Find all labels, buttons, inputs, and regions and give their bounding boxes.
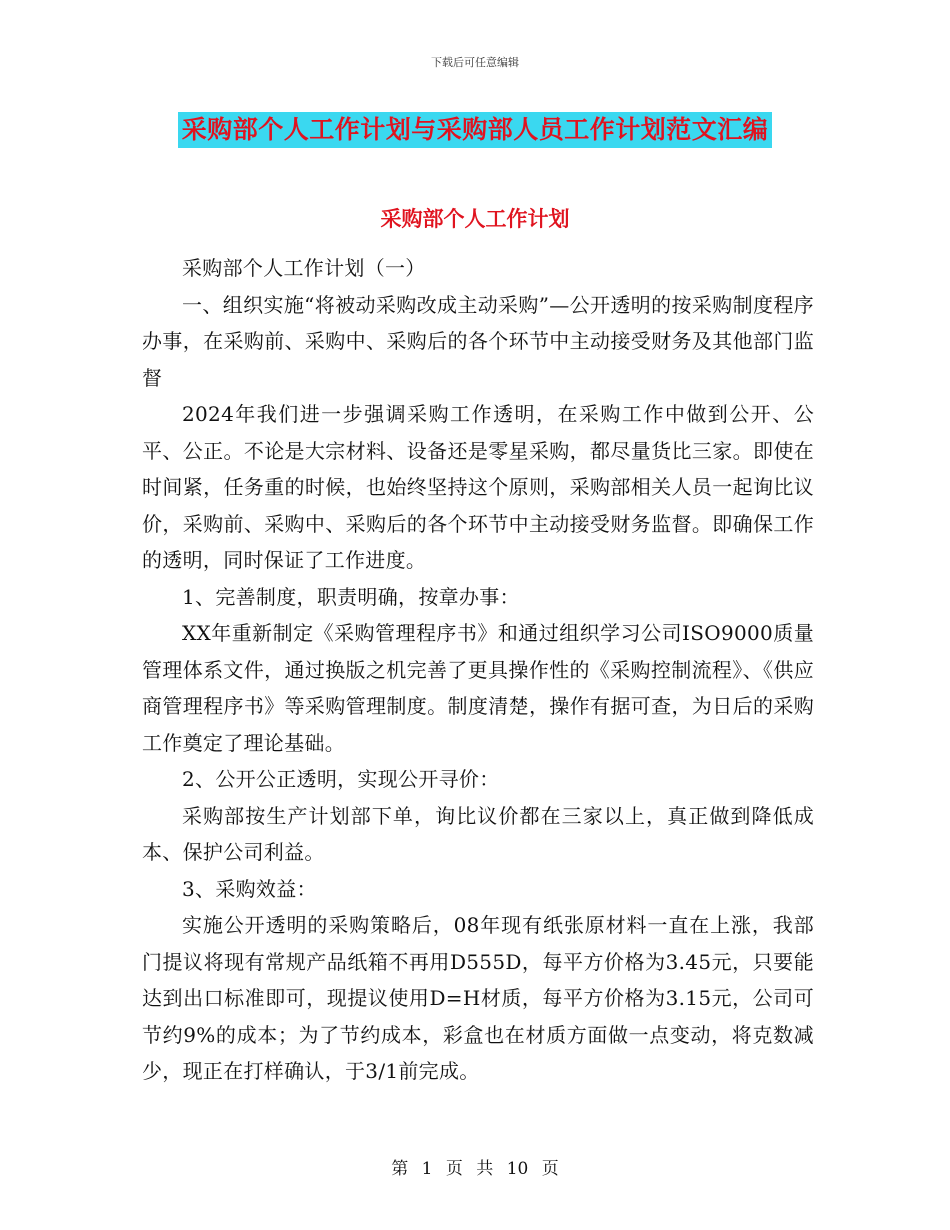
page-label-prefix: 第 — [391, 1159, 409, 1179]
document-body — [142, 250, 814, 1090]
header-note: 下载后可任意编辑 — [431, 56, 519, 69]
paragraph-subheading: 采购部个人工作计划（一） — [182, 256, 426, 280]
total-pages: 10 — [506, 1159, 529, 1179]
main-title: 采购部个人工作计划与采购部人员工作计划范文汇编 — [178, 112, 773, 148]
page-label-mid: 页 — [445, 1159, 463, 1179]
total-suffix: 页 — [541, 1159, 559, 1179]
paragraph: XX年重新制定《采购管理程序书》和通过组织学习公司ISO9000质量管理体系文件，通过换版之机完善了更具操作性的《采购控制流程》、《供应商管理程序书》等采购管理制度。制度清楚，操作有据可查，为日后的采购工作奠定了理论基础。 — [142, 621, 814, 755]
paragraph: 实施公开透明的采购策略后，08年现有纸张原材料一直在上涨，我部门提议将现有常规产品纸箱不再用D555D，每平方价格为3.45元，只要能达到出口标准即可，现提议使用D=H材质，每平方价格为3.15元，公司可节约9%的成本；为了节约成本，彩盒也在材质方面做一点变动，将克数减少，现正在打样确认，于3/1前完成。 — [142, 913, 814, 1083]
paragraph-subheading: 1、完善制度，职责明确，按章办事： — [182, 584, 520, 609]
paragraph: 采购部按生产计划部下单，询比议价都在三家以上，真正做到降低成本、保护公司利益。 — [142, 803, 814, 864]
paragraph-subheading: 3、采购效益： — [182, 876, 317, 901]
paragraph-subheading: 2、公开公正透明，实现公开寻价： — [182, 767, 500, 791]
page-number: 1 — [421, 1159, 433, 1179]
section-title: 采购部个人工作计划 — [380, 206, 570, 231]
main-title-container — [0, 112, 950, 148]
paragraph: 一、组织实施“将被动采购改成主动采购”—公开透明的按采购制度程序办事，在采购前、采购中、采购后的各个环节中主动接受财务及其他部门监督 — [142, 292, 814, 390]
total-prefix: 共 — [476, 1159, 494, 1179]
page-footer — [0, 1154, 950, 1179]
paragraph: 2024年我们进一步强调采购工作透明，在采购工作中做到公开、公平、公正。不论是大宗材料、设备还是零星采购，都尽量货比三家。即使在时间紧，任务重的时候，也始终坚持这个原则，采购部相关人员一起询比议价，采购前、采购中、采购后的各个环节中主动接受财务监督。即确保工作的透明，同时保证了工作进度。 — [142, 402, 814, 572]
